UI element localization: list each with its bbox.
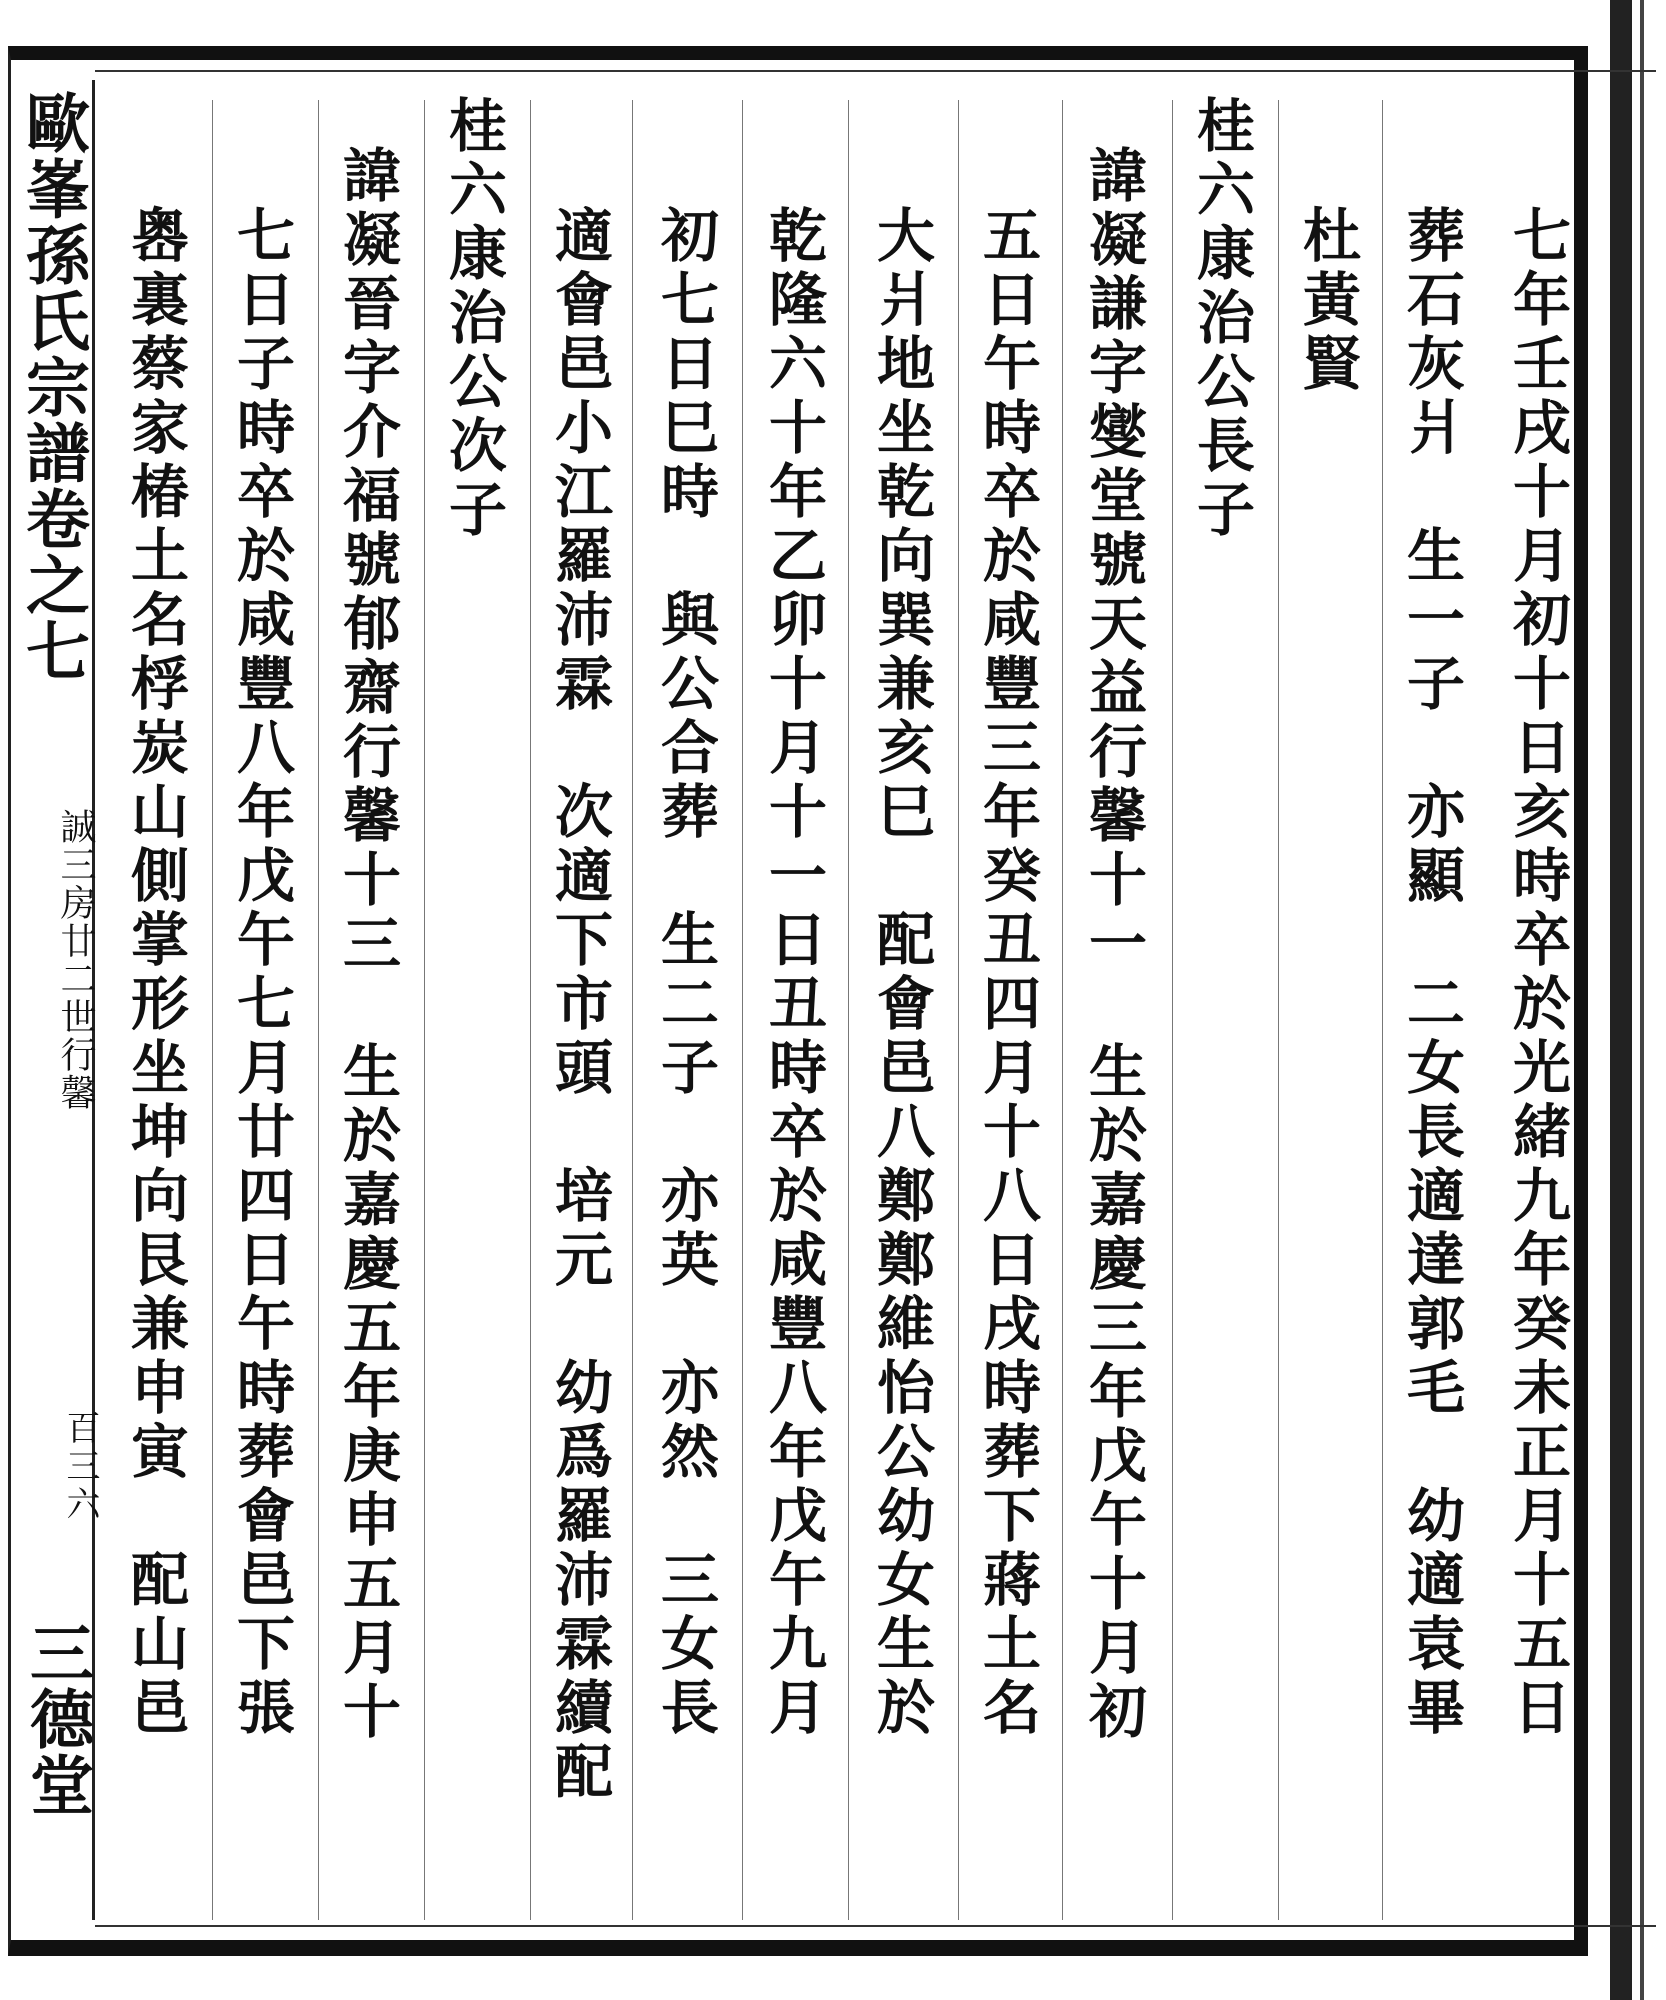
text-column-2: 葬石灰爿 生一子 亦顯 二女長適達郭毛 幼適袁畢 xyxy=(1397,205,1465,1741)
heading-column-eldest-son: 桂六康治公長子 xyxy=(1187,95,1255,543)
column-rule xyxy=(742,100,743,1920)
top-rule xyxy=(95,70,1656,72)
text-column-13: 七日子時卒於咸豐八年戊午七月廿四日午時葬會邑下張 xyxy=(227,205,295,1741)
column-rule xyxy=(212,100,213,1920)
text-column-7: 大爿地坐乾向巽兼亥巳 配會邑八鄭鄭維怡公幼女生於 xyxy=(867,205,935,1741)
column-rule xyxy=(632,100,633,1920)
text-column-6: 五日午時卒於咸豐三年癸丑四月十八日戌時葬下蔣土名 xyxy=(973,205,1041,1741)
page-edge-line xyxy=(1640,0,1644,2000)
text-column-1: 七年壬戌十月初十日亥時卒於光緒九年癸未正月十五日 xyxy=(1503,205,1571,1741)
text-column-10: 適會邑小江羅沛霖 次適下市頭 培元 幼爲羅沛霖續配 xyxy=(545,205,613,1805)
text-column-8: 乾隆六十年乙卯十月十一日丑時卒於咸豐八年戊午九月 xyxy=(759,205,827,1741)
page-number: 百三六 xyxy=(60,1410,100,1524)
text-column-14: 嶴裏蔡家椿土名桴炭山側掌形坐坤向艮兼申寅 配山邑 xyxy=(121,205,189,1741)
column-rule xyxy=(318,100,319,1920)
bottom-rule xyxy=(95,1925,1656,1927)
text-column-5: 諱凝謙字燮堂號天益行馨十一 生於嘉慶三年戊午十月初 xyxy=(1079,145,1147,1745)
page-edge xyxy=(1610,0,1632,2000)
hall-name: 三德堂 xyxy=(19,1620,94,1818)
heading-column-second-son: 桂六康治公次子 xyxy=(439,95,507,543)
book-title: 歐峯孫氏宗譜卷之七 xyxy=(15,90,90,684)
column-rule xyxy=(1382,100,1383,1920)
column-rule xyxy=(958,100,959,1920)
text-column-9: 初七日巳時 與公合葬 生二子 亦英 亦然 三女長 xyxy=(651,205,719,1741)
text-column-12: 諱凝晉字介福號郁齋行馨十三 生於嘉慶五年庚申五月十 xyxy=(333,145,401,1745)
column-rule xyxy=(530,100,531,1920)
generation-note: 誠三房廿二世行馨 xyxy=(55,808,96,1112)
column-rule xyxy=(848,100,849,1920)
column-rule xyxy=(1172,100,1173,1920)
text-column-3: 杜黃賢 xyxy=(1293,205,1361,397)
column-rule xyxy=(424,100,425,1920)
column-rule xyxy=(1278,100,1279,1920)
column-rule xyxy=(1062,100,1063,1920)
